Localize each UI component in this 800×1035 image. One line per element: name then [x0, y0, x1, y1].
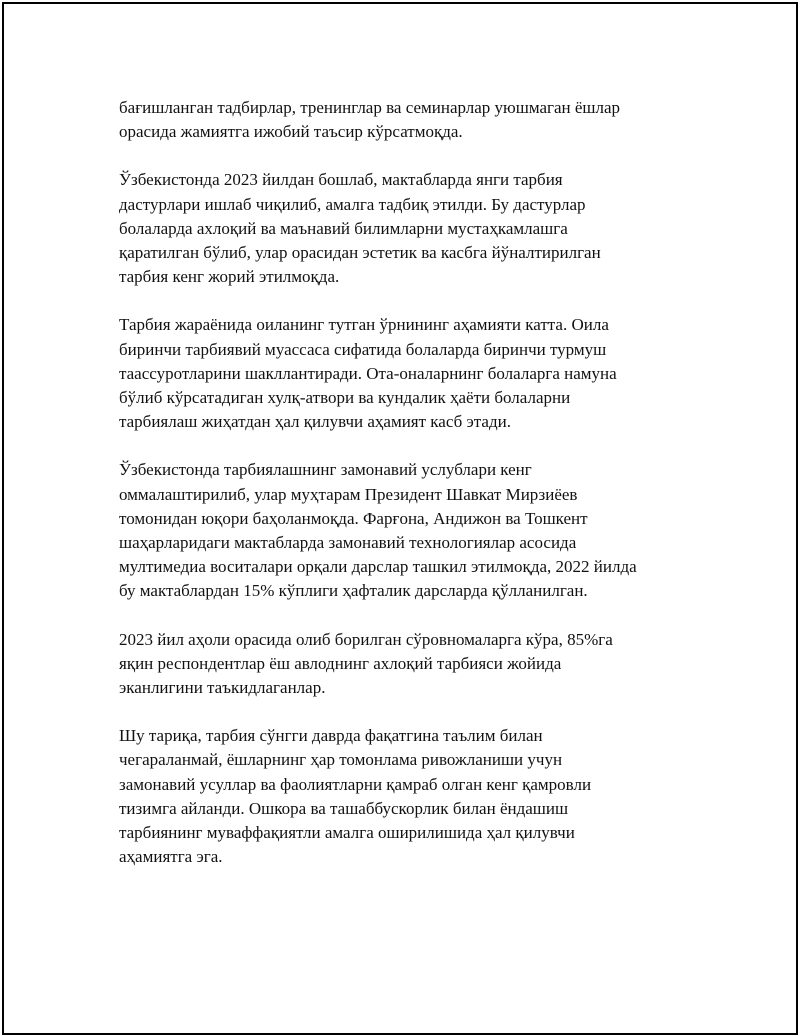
paragraph — [119, 313, 709, 434]
text-line: тарбия кенг жорий этилмоқда. — [119, 267, 340, 287]
paragraph — [119, 628, 709, 701]
text-line: эканлигини таъкидлаганлар. — [119, 678, 326, 698]
text-line: қаратилган бўлиб, улар орасидан эстетик ва касбга йўналтирилган — [119, 243, 601, 263]
text-line: тарбиянинг муваффақиятли амалга оширилишида ҳал қилувчи — [119, 823, 575, 843]
text-line: Тарбия жараёнида оиланинг тутган ўрнининг аҳамияти катта. Оила — [119, 315, 609, 335]
text-line: Шу тариқа, тарбия сўнгги даврда фақатгина таълим билан — [119, 726, 543, 746]
document-body — [119, 96, 709, 893]
text-line: томонидан юқори баҳоланмоқда. Фарғона, Андижон ва Тошкент — [119, 508, 588, 528]
text-line: бўлиб кўрсатадиган хулқ-атвори ва кундалик ҳаёти болаларни — [119, 388, 571, 408]
text-line: замонавий усуллар ва фаолиятларни қамраб олган кенг қамровли — [119, 774, 592, 794]
page-frame — [2, 2, 798, 1035]
text-line: 2023 йил аҳоли орасида олиб борилган сўровномаларга кўра, 85%га — [119, 629, 613, 649]
paragraph — [119, 724, 709, 869]
text-line: таассуротларини шакллантиради. Ота-оналарнинг болаларга намуна — [119, 363, 617, 383]
text-line: биринчи тарбиявий муассаса сифатида болаларда биринчи турмуш — [119, 339, 607, 359]
text-line: дастурлари ишлаб чиқилиб, амалга тадбиқ этилди. Бу дастурлар — [119, 194, 586, 214]
text-line: мултимедиа воситалари орқали дарслар ташкил этилмоқда, 2022 йилда — [119, 557, 637, 577]
text-line: шаҳарларидаги мактабларда замонавий технологиялар асосида — [119, 533, 577, 553]
text-line: оммалаштирилиб, улар муҳтарам Президент Шавкат Мирзиёев — [119, 484, 578, 504]
text-line: аҳамиятга эга. — [119, 847, 223, 867]
text-line: яқин респондентлар ёш авлоднинг ахлоқий тарбияси жойида — [119, 653, 562, 673]
text-line: Ўзбекистонда 2023 йилдан бошлаб, мактабларда янги тарбия — [119, 170, 563, 190]
paragraph — [119, 96, 709, 144]
text-line: бу мактаблардан 15% кўплиги ҳафталик дарсларда қўлланилган. — [119, 581, 588, 601]
text-line: чегараланмай, ёшларнинг ҳар томонлама ривожланиши учун — [119, 750, 563, 770]
text-line: Ўзбекистонда тарбиялашнинг замонавий услублари кенг — [119, 460, 532, 480]
paragraph — [119, 458, 709, 603]
text-line: орасида жамиятга ижобий таъсир кўрсатмоқда. — [119, 122, 463, 142]
text-line: тарбиялаш жиҳатдан ҳал қилувчи аҳамият касб этади. — [119, 412, 511, 432]
text-line: тизимга айланди. Ошкора ва ташаббускорлик билан ёндашиш — [119, 798, 569, 818]
paragraph — [119, 168, 709, 289]
text-line: болаларда ахлоқий ва маънавий билимларни мустаҳкамлашга — [119, 218, 568, 238]
text-line: бағишланган тадбирлар, тренинглар ва семинарлар уюшмаган ёшлар — [119, 98, 621, 117]
